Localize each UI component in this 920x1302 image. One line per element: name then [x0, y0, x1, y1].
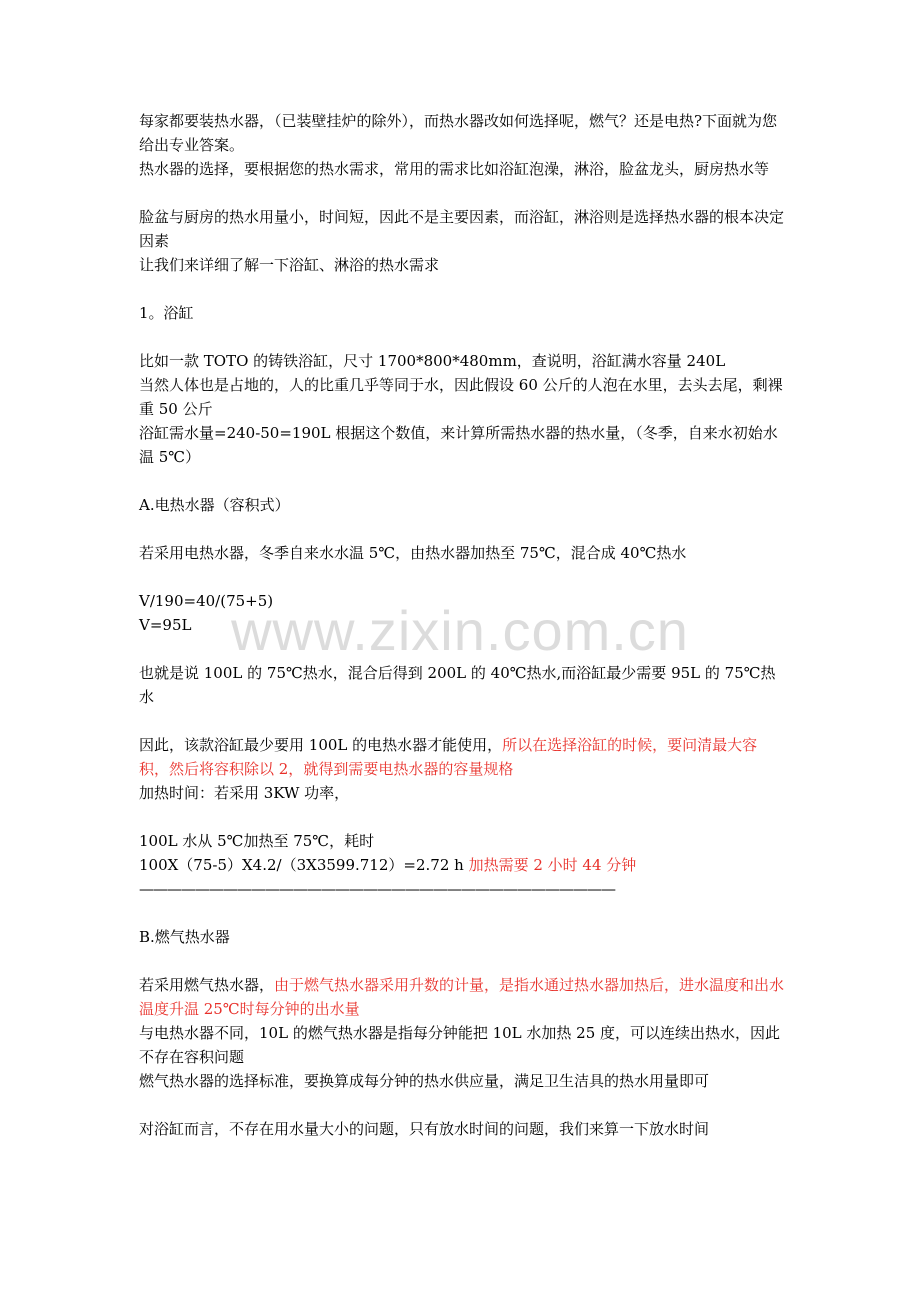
spacer: [139, 637, 787, 661]
gas-setup-text: 若采用燃气热水器，: [139, 976, 275, 994]
paragraph-heating-range: 100L 水从 5℃加热至 75℃，耗时: [139, 832, 375, 850]
spacer: [139, 901, 787, 925]
formula-heating-time: [139, 853, 787, 877]
paragraph-body-weight: 当然人体也是占地的，人的比重几乎等同于水，因此假设 60 公斤的人泡在水里，去头去尾，剩裸重 50 公斤: [139, 376, 783, 418]
heating-formula: 100X（75-5）X4.2/（3X3599.712）=2.72 h: [139, 856, 469, 874]
spacer: [139, 277, 787, 301]
spacer: [139, 517, 787, 541]
spacer: [139, 949, 787, 973]
spacer: [139, 709, 787, 733]
conclusion-text: 因此，该款浴缸最少要用 100L 的电热水器才能使用，: [139, 736, 503, 754]
paragraph-electric-setup: 若采用电热水器，冬季自来水水温 5℃，由热水器加热至 75℃，混合成 40℃热水: [139, 544, 687, 562]
formula-result: V=95L: [139, 616, 192, 634]
spacer: [139, 1093, 787, 1117]
paragraph-intro: 每家都要装热水器，（已装壁挂炉的除外），而热水器改如何选择呢，燃气？还是电热?下面就为您给出专业答案。: [139, 112, 778, 154]
spacer: [139, 469, 787, 493]
document-body: [139, 109, 787, 1141]
paragraph-mixing: 也就是说 100L 的 75℃热水，混合后得到 200L 的 40℃热水,而浴缸最少需要 95L 的 75℃热水: [139, 664, 776, 706]
paragraph-conclusion: [139, 733, 787, 781]
paragraph-heating-time: 加热时间：若采用 3KW 功率，: [139, 784, 350, 802]
paragraph-gas-difference: 与电热水器不同，10L 的燃气热水器是指每分钟能把 10L 水加热 25 度，可以连续出热水，因此不存在容积问题: [139, 1024, 781, 1066]
spacer: [139, 181, 787, 205]
paragraph-lead: 让我们来详细了解一下浴缸、淋浴的热水需求: [139, 256, 440, 274]
heading-gas-heater: B.燃气热水器: [139, 928, 230, 946]
paragraph-factors: 脸盆与厨房的热水用量小，时间短，因此不是主要因素，而浴缸，淋浴则是选择热水器的根本决定因素: [139, 208, 785, 250]
heading-bathtub: 1。浴缸: [139, 304, 194, 322]
formula-volume: V/190=40/(75+5): [139, 592, 274, 610]
paragraph-water-need: 浴缸需水量=240-50=190L 根据这个数值，来计算所需热水器的热水量，（冬季，自来水初始水温 5℃）: [139, 424, 778, 466]
heading-electric-heater: A.电热水器（容积式）: [139, 496, 290, 514]
spacer: [139, 325, 787, 349]
paragraph-gas-setup: [139, 973, 787, 1021]
spacer: [139, 565, 787, 589]
conclusion-highlight: 所以在选择浴缸的时候，要问清最大容积，然后将容积除以 2，就得到需要电热水器的容量规格: [139, 736, 758, 778]
divider-rule: ——————————————————————————————————: [139, 880, 615, 898]
paragraph-fill-time: 对浴缸而言，不存在用水量大小的问题，只有放水时间的问题，我们来算一下放水时间: [139, 1120, 710, 1138]
spacer: [139, 805, 787, 829]
paragraph-toto-example: 比如一款 TOTO 的铸铁浴缸，尺寸 1700*800*480mm，查说明，浴缸满水容量 240L: [139, 352, 726, 370]
gas-setup-highlight: 由于燃气热水器采用升数的计量，是指水通过热水器加热后，进水温度和出水温度升温 25℃时每分钟的出水量: [139, 976, 785, 1018]
paragraph-gas-standard: 燃气热水器的选择标准，要换算成每分钟的热水供应量，满足卫生洁具的热水用量即可: [139, 1072, 710, 1090]
paragraph-needs: 热水器的选择，要根据您的热水需求，常用的需求比如浴缸泡澡，淋浴，脸盆龙头，厨房热水等: [139, 160, 770, 178]
heating-result-highlight: 加热需要 2 小时 44 分钟: [468, 856, 637, 874]
watermark-text: www.zixin.com.cn: [231, 599, 689, 662]
